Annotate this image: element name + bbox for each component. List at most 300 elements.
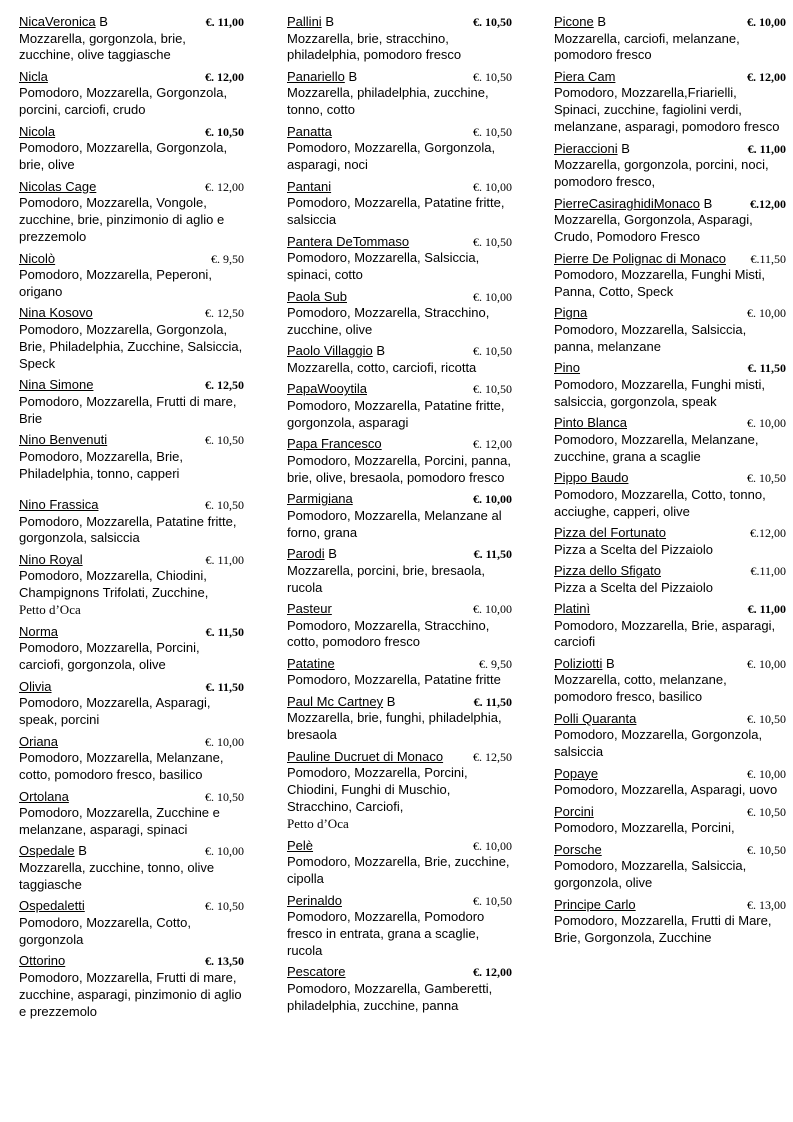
pizza-ingredients: Pomodoro, Mozzarella, Porcini, carciofi, gorgonzola, olive [19, 640, 200, 673]
menu-item-header [19, 624, 244, 641]
pizza-base-marker: B [386, 693, 396, 709]
menu-item [287, 14, 512, 64]
pizza-name [19, 305, 93, 322]
menu-item-header [19, 432, 244, 449]
menu-item [287, 601, 512, 651]
pizza-price: €. 12,00 [747, 69, 786, 84]
pizza-name-text: Ospedaletti [19, 898, 85, 914]
menu-item-header [287, 491, 512, 508]
pizza-name-text: Paola Sub [287, 288, 347, 304]
pizza-ingredients: Pomodoro, Mozzarella, Peperoni, origano [19, 267, 212, 299]
menu-item [287, 69, 512, 119]
menu-item [287, 546, 512, 596]
pizza-ingredients: Pomodoro, Mozzarella, Porcini, Chiodini, Funghi di Muschio, Stracchino, Carciofi, [287, 765, 468, 815]
pizza-name [554, 897, 636, 914]
menu-item [287, 381, 512, 431]
pizza-price: €.11,50 [750, 251, 786, 266]
pizza-price: €. 10,50 [205, 433, 244, 448]
menu-item [287, 436, 512, 486]
menu-item [554, 711, 786, 761]
pizza-price: €. 9,50 [479, 656, 512, 671]
menu-item-header [554, 360, 786, 377]
menu-item [19, 179, 244, 246]
pizza-price: €. 13,50 [205, 954, 244, 969]
pizza-price: €. 10,50 [205, 124, 244, 139]
pizza-name-text: Porsche [554, 841, 602, 857]
menu-item-header [554, 842, 786, 859]
pizza-name [554, 415, 627, 432]
menu-item-header [19, 898, 244, 915]
pizza-name [554, 69, 615, 86]
pizza-ingredients-extra [287, 816, 512, 833]
pizza-name [554, 14, 606, 31]
menu-item [554, 141, 786, 191]
menu-item-header [19, 679, 244, 696]
pizza-ingredients: Pomodoro, Mozzarella, Melanzane, zucchine, grana a scaglie [554, 431, 759, 464]
pizza-price: €. 10,00 [473, 602, 512, 617]
pizza-price: €. 10,00 [747, 15, 786, 29]
menu-item-header [287, 179, 512, 196]
pizza-ingredients: Pomodoro, Mozzarella, Zucchine e melanzane, asparagi, spinaci [19, 805, 220, 837]
menu-item [554, 766, 786, 799]
menu-item [19, 552, 244, 619]
pizza-name [19, 624, 58, 641]
pizza-base-marker: B [703, 195, 713, 211]
pizza-name-text: Nicolas Cage [19, 178, 97, 194]
pizza-name [19, 124, 55, 141]
pizza-ingredients: Pomodoro, Mozzarella, Frutti di Mare, Brie, Gorgonzola, Zucchine [554, 913, 772, 946]
pizza-name [287, 491, 353, 508]
pizza-name-text: Picone [554, 14, 594, 29]
pizza-name-text: Platinì [554, 601, 591, 617]
pizza-price: €. 9,50 [211, 251, 244, 266]
menu-item-header [287, 694, 512, 711]
pizza-name-text: Pantani [287, 178, 332, 194]
pizza-ingredients: Mozzarella, porcini, brie, bresaola, rucola [287, 562, 485, 595]
pizza-price: €. 11,50 [205, 679, 244, 694]
menu-item [554, 656, 786, 706]
pizza-name [554, 563, 661, 580]
pizza-ingredients: Pomodoro, Mozzarella, Porcini, panna, brie, olive, bresaola, pomodoro fresco [287, 452, 512, 485]
menu-item [19, 69, 244, 119]
pizza-ingredients: Pomodoro, Mozzarella, Chiodini, Champignons Trifolati, Zucchine, [19, 568, 209, 601]
pizza-price: €. 12,00 [205, 69, 244, 84]
menu-item [554, 14, 786, 64]
pizza-name [19, 69, 48, 86]
pizza-ingredients: Mozzarella, zucchine, tonno, olive taggiasche [19, 859, 215, 892]
pizza-ingredients: Pomodoro, Mozzarella, Frutti di mare, zucchine, asparagi, pinzimonio di aglio e prezzemolo [19, 969, 242, 1019]
pizza-ingredients: Pomodoro, Mozzarella, Vongole, zucchine, brie, pinzimonio di aglio e prezzemolo [19, 195, 225, 245]
pizza-name-text: Oriana [19, 733, 59, 749]
menu-item [19, 305, 244, 372]
menu-item-header [554, 415, 786, 432]
pizza-name [19, 898, 85, 915]
pizza-name [19, 432, 107, 449]
pizza-name-text: Ottorino [19, 953, 66, 969]
pizza-price: €. 10,50 [473, 124, 512, 139]
menu-item-header [554, 563, 786, 580]
pizza-ingredients: Pomodoro, Mozzarella, Melanzane, cotto, pomodoro fresco, basilico [19, 750, 224, 782]
pizza-ingredients: Pomodoro, Mozzarella, Gorgonzola, salsiccia [554, 727, 763, 760]
menu-item-header [554, 711, 786, 728]
pizza-name [554, 842, 602, 859]
pizza-name [287, 893, 342, 910]
pizza-price: €. 10,00 [473, 289, 512, 304]
menu-item [19, 432, 244, 482]
pizza-price: €. 11,50 [747, 361, 786, 376]
pizza-name [554, 766, 598, 783]
pizza-name-text: Olivia [19, 678, 52, 694]
menu-item-header [554, 141, 786, 158]
menu-item [19, 843, 244, 893]
pizza-name [287, 694, 395, 711]
pizza-name [554, 305, 587, 322]
menu-item [287, 491, 512, 541]
pizza-price: €. 11,00 [747, 602, 786, 617]
pizza-name [287, 124, 332, 141]
menu-item-header [554, 766, 786, 783]
pizza-ingredients: Pomodoro, Mozzarella, Brie, zucchine, cipolla [287, 854, 510, 886]
pizza-price: €. 12,50 [205, 306, 244, 321]
pizza-price: €. 10,50 [473, 234, 512, 249]
menu-item [554, 842, 786, 892]
pizza-price: €. 10,50 [205, 498, 244, 513]
pizza-price: €. 11,00 [205, 15, 244, 29]
menu-item-header [287, 546, 512, 563]
pizza-name-text: Parmigiana [287, 491, 353, 507]
menu-item-header [287, 838, 512, 855]
pizza-name [554, 360, 580, 377]
pizza-name-text: Panariello [287, 68, 345, 84]
menu-item-header [287, 436, 512, 453]
pizza-ingredients: Pomodoro, Mozzarella, Salsiccia, panna, melanzane [554, 321, 747, 354]
menu-item-header [287, 893, 512, 910]
menu-item [554, 525, 786, 558]
menu-item [554, 897, 786, 947]
pizza-ingredients: Pomodoro, Mozzarella, Pomodoro fresco in entrata, grana a scaglie, rucola [287, 909, 485, 958]
pizza-price: €. 10,50 [747, 711, 786, 726]
pizza-base-marker: B [621, 140, 630, 156]
pizza-name [554, 711, 636, 728]
pizza-price: €. 10,00 [473, 179, 512, 194]
pizza-price: €. 12,50 [205, 378, 244, 393]
pizza-name-text: Nino Royal [19, 551, 83, 567]
menu-item [19, 953, 244, 1020]
pizza-ingredients: Pomodoro, Mozzarella, Gorgonzola, Brie, Philadelphia, Zucchine, Salsiccia, Speck [19, 321, 243, 371]
menu-item-header [554, 305, 786, 322]
pizza-name [287, 838, 313, 855]
menu-item-header [19, 305, 244, 322]
menu-item [19, 124, 244, 174]
pizza-name [554, 141, 630, 158]
pizza-name [287, 234, 409, 251]
menu-item [554, 470, 786, 520]
menu-item-header [19, 843, 244, 860]
pizza-name-text: Pallini [287, 14, 322, 29]
menu-item [554, 69, 786, 136]
pizza-ingredients: Pomodoro, Mozzarella, Funghi Misti, Panna, Cotto, Speck [554, 267, 765, 299]
menu-item-header [19, 124, 244, 141]
menu-column-3 [554, 14, 786, 952]
pizza-ingredients: Pizza a Scelta del Pizzaiolo [554, 579, 713, 595]
menu-item [287, 124, 512, 174]
pizza-base-marker: B [328, 546, 337, 562]
menu-item [287, 838, 512, 888]
pizza-name [287, 381, 367, 398]
pizza-ingredients: Mozzarella, gorgonzola, brie, zucchine, olive taggiasche [19, 30, 186, 63]
pizza-price: €. 13,00 [747, 897, 786, 912]
pizza-price: €. 11,50 [473, 547, 512, 562]
menu-item-header [287, 749, 512, 766]
spacer [19, 487, 244, 497]
menu-item [554, 415, 786, 465]
pizza-name-text: Papa Francesco [287, 436, 382, 452]
menu-item [287, 179, 512, 229]
menu-item-header [19, 69, 244, 86]
pizza-ingredients-extra [19, 602, 244, 619]
menu-item-header [19, 377, 244, 394]
menu-item [19, 624, 244, 674]
menu-item-header [19, 497, 244, 514]
menu-item [19, 679, 244, 729]
pizza-name-text: Nino Benvenuti [19, 432, 108, 448]
pizza-ingredients: Pomodoro, Mozzarella, Gorgonzola, porcini, carciofi, crudo [19, 85, 228, 118]
menu-item [19, 377, 244, 427]
pizza-name-text: Porcini [554, 803, 594, 819]
menu-item-header [554, 69, 786, 86]
pizza-price: €.12,00 [750, 526, 786, 541]
pizza-price: €. 10,00 [473, 838, 512, 853]
pizza-name [19, 14, 108, 31]
pizza-name-text: Nina Kosovo [19, 305, 93, 321]
pizza-name-text: Nicla [19, 68, 48, 84]
pizza-ingredients: Pomodoro, Mozzarella, Cotto, gorgonzola [19, 914, 191, 947]
pizza-ingredients: Mozzarella, cotto, melanzane, pomodoro fresco, basilico [554, 672, 727, 705]
pizza-name-text: Popaye [554, 765, 599, 781]
menu-item [19, 251, 244, 301]
pizza-base-marker: B [348, 68, 358, 84]
pizza-price: €. 10,50 [205, 899, 244, 914]
pizza-price: €. 11,00 [205, 552, 244, 567]
menu-item-header [287, 381, 512, 398]
pizza-name-text: Parodi [287, 546, 325, 562]
pizza-ingredients: Pomodoro, Mozzarella, Salsiccia, gorgonzola, olive [554, 858, 747, 891]
pizza-name [287, 749, 443, 766]
pizza-name [287, 289, 347, 306]
pizza-name [287, 343, 385, 360]
pizza-ingredients: Pomodoro, Mozzarella, Gamberetti, philadelphia, zucchine, panna [287, 980, 493, 1013]
pizza-name [19, 953, 65, 970]
pizza-price: €.11,00 [750, 564, 786, 579]
menu-item [554, 563, 786, 596]
menu-item-header [287, 14, 512, 31]
menu-item-header [19, 734, 244, 751]
pizza-ingredients: Pomodoro, Mozzarella, Melanzane al forno, grana [287, 507, 502, 540]
menu-item [287, 893, 512, 960]
menu-item [554, 601, 786, 651]
pizza-ingredients: Pizza a Scelta del Pizzaiolo [554, 541, 713, 557]
menu-item-header [287, 124, 512, 141]
pizza-ingredients: Pomodoro, Mozzarella, Patatine fritte, gorgonzola, salsiccia [19, 513, 237, 546]
pizza-name [287, 69, 357, 86]
pizza-name-text: Pippo Baudo [554, 470, 629, 486]
menu-item-header [19, 179, 244, 196]
menu-item-header [19, 789, 244, 806]
pizza-name-text: Pauline Ducruet di Monaco [287, 748, 444, 764]
pizza-price: €. 12,00 [473, 437, 512, 452]
pizza-name [287, 601, 332, 618]
pizza-name [287, 964, 346, 981]
pizza-name-text: Piera Cam [554, 68, 616, 84]
pizza-name [19, 377, 93, 394]
pizza-name-text: Pasteur [287, 601, 332, 617]
pizza-ingredients: Pomodoro, Mozzarella, Asparagi, uovo [554, 782, 778, 798]
pizza-ingredients: Pomodoro, Mozzarella, Salsiccia, spinaci, cotto [287, 250, 480, 283]
pizza-ingredients: Pomodoro, Mozzarella, Funghi misti, salsiccia, gorgonzola, speak [554, 376, 765, 409]
menu-item-header [19, 552, 244, 569]
menu-item-header [287, 289, 512, 306]
pizza-price: €. 10,50 [473, 344, 512, 359]
pizza-name [287, 14, 334, 31]
menu-column-1 [19, 14, 244, 1025]
menu-item-header [554, 656, 786, 673]
pizza-ingredients: Mozzarella, brie, stracchino, philadelphia, pomodoro fresco [287, 30, 462, 63]
pizza-ingredients: Pomodoro, Mozzarella, Cotto, tonno, acciughe, capperi, olive [554, 486, 766, 519]
pizza-name [554, 656, 615, 673]
pizza-name-text: Nina Simone [19, 377, 94, 393]
menu-item [287, 656, 512, 689]
pizza-name-text: Nino Frassica [19, 497, 99, 513]
menu-item [554, 804, 786, 837]
pizza-name [554, 601, 590, 618]
menu-item-header [287, 69, 512, 86]
pizza-name-text: Poliziotti [554, 655, 603, 671]
pizza-base-marker: B [99, 14, 108, 29]
menu-item [554, 251, 786, 301]
pizza-base-marker: B [606, 655, 615, 671]
pizza-ingredients-extra-text: Petto d’Oca [19, 602, 81, 618]
pizza-ingredients: Mozzarella, cotto, carciofi, ricotta [287, 359, 477, 375]
pizza-price: €. 12,00 [205, 179, 244, 194]
menu-item-header [554, 470, 786, 487]
menu-item-header [287, 964, 512, 981]
pizza-ingredients: Pomodoro, Mozzarella, Patatine fritte [287, 672, 501, 688]
menu-item [287, 964, 512, 1014]
menu-item [287, 343, 512, 376]
pizza-price: €. 10,00 [747, 766, 786, 781]
pizza-name [19, 843, 87, 860]
pizza-price: €. 10,00 [205, 734, 244, 749]
pizza-name [287, 436, 382, 453]
pizza-price: €. 10,50 [473, 69, 512, 84]
pizza-name-text: Pizza del Fortunato [554, 525, 667, 541]
pizza-name [19, 734, 58, 751]
pizza-ingredients: Pomodoro, Mozzarella, Stracchino, cotto, pomodoro fresco [287, 617, 490, 650]
pizza-name-text: Nicola [19, 123, 56, 139]
pizza-name [19, 552, 83, 569]
pizza-name [287, 546, 337, 563]
pizza-price: €.12,00 [750, 196, 786, 211]
pizza-price: €. 11,00 [747, 141, 786, 156]
pizza-name [287, 656, 335, 673]
pizza-name-text: Pelè [287, 837, 314, 853]
pizza-name-text: Paolo Villaggio [287, 343, 373, 359]
pizza-name-text: Pierre De Polignac di Monaco [554, 250, 726, 266]
pizza-ingredients: Pomodoro, Mozzarella, Brie, asparagi, carciofi [554, 617, 776, 650]
menu-item-header [19, 953, 244, 970]
pizza-price: €. 10,50 [747, 842, 786, 857]
menu-item [554, 360, 786, 410]
pizza-name [554, 804, 594, 821]
pizza-name [19, 251, 55, 268]
menu-item [554, 196, 786, 246]
pizza-ingredients: Pomodoro, Mozzarella, Gorgonzola, brie, olive [19, 140, 228, 173]
menu-item [19, 497, 244, 547]
pizza-price: €. 12,00 [473, 965, 512, 980]
pizza-ingredients-extra-text: Petto d’Oca [287, 816, 349, 832]
pizza-name-text: Paul Mc Cartney [287, 693, 384, 709]
pizza-ingredients: Pomodoro, Mozzarella, Porcini, [554, 820, 735, 836]
pizza-name-text: Panatta [287, 123, 332, 139]
pizza-name-text: Nicolò [19, 250, 56, 266]
menu-item-header [554, 804, 786, 821]
pizza-ingredients: Mozzarella, Gorgonzola, Asparagi, Crudo, Pomodoro Fresco [554, 212, 753, 245]
menu-column-2 [287, 14, 512, 1019]
pizza-ingredients: Mozzarella, gorgonzola, porcini, noci, pomodoro fresco, [554, 157, 769, 190]
pizza-name-text: Pigna [554, 305, 588, 321]
menu-item-header [554, 897, 786, 914]
menu-item [19, 789, 244, 839]
pizza-base-marker: B [597, 14, 607, 29]
menu-item [19, 734, 244, 784]
pizza-name-text: Pantera DeTommaso [287, 233, 410, 249]
pizza-name-text: Pieraccioni [554, 140, 618, 156]
pizza-base-marker: B [376, 343, 386, 359]
menu-item-header [554, 14, 786, 31]
pizza-price: €. 10,50 [473, 15, 512, 29]
pizza-price: €. 10,50 [473, 893, 512, 908]
menu-item-header [287, 234, 512, 251]
pizza-name-text: PapaWooytila [287, 381, 367, 397]
pizza-ingredients: Mozzarella, philadelphia, zucchine, tonno, cotto [287, 85, 489, 118]
pizza-name-text: Polli Quaranta [554, 710, 637, 726]
pizza-ingredients: Pomodoro, Mozzarella, Patatine fritte, gorgonzola, asparagi [287, 397, 505, 430]
pizza-base-marker: B [78, 843, 87, 859]
pizza-price: €. 11,50 [205, 624, 244, 639]
menu-item [19, 898, 244, 948]
pizza-price: €. 10,50 [747, 804, 786, 819]
pizza-name [554, 525, 666, 542]
pizza-ingredients: Pomodoro, Mozzarella,Friarielli, Spinaci, zucchine, fagiolini verdi, melanzane, asparagi, pomodoro fresco [554, 85, 780, 135]
pizza-name-text: PierreCasiraghidiMonaco [554, 195, 700, 211]
menu-item [287, 234, 512, 284]
pizza-name-text: Ospedale [19, 843, 75, 859]
pizza-price: €. 10,00 [747, 656, 786, 671]
pizza-name-text: Norma [19, 623, 59, 639]
pizza-name-text: Principe Carlo [554, 896, 636, 912]
pizza-base-marker: B [325, 14, 334, 29]
pizza-price: €. 10,00 [747, 416, 786, 431]
pizza-ingredients: Pomodoro, Mozzarella, Brie, Philadelphia, tonno, capperi [19, 448, 184, 481]
pizza-name [554, 470, 628, 487]
pizza-name-text: Patatine [287, 655, 335, 671]
menu-item [19, 14, 244, 64]
pizza-name [287, 179, 331, 196]
pizza-name [19, 179, 96, 196]
pizza-name [19, 789, 69, 806]
pizza-price: €. 10,50 [473, 382, 512, 397]
menu-item-header [554, 196, 786, 213]
